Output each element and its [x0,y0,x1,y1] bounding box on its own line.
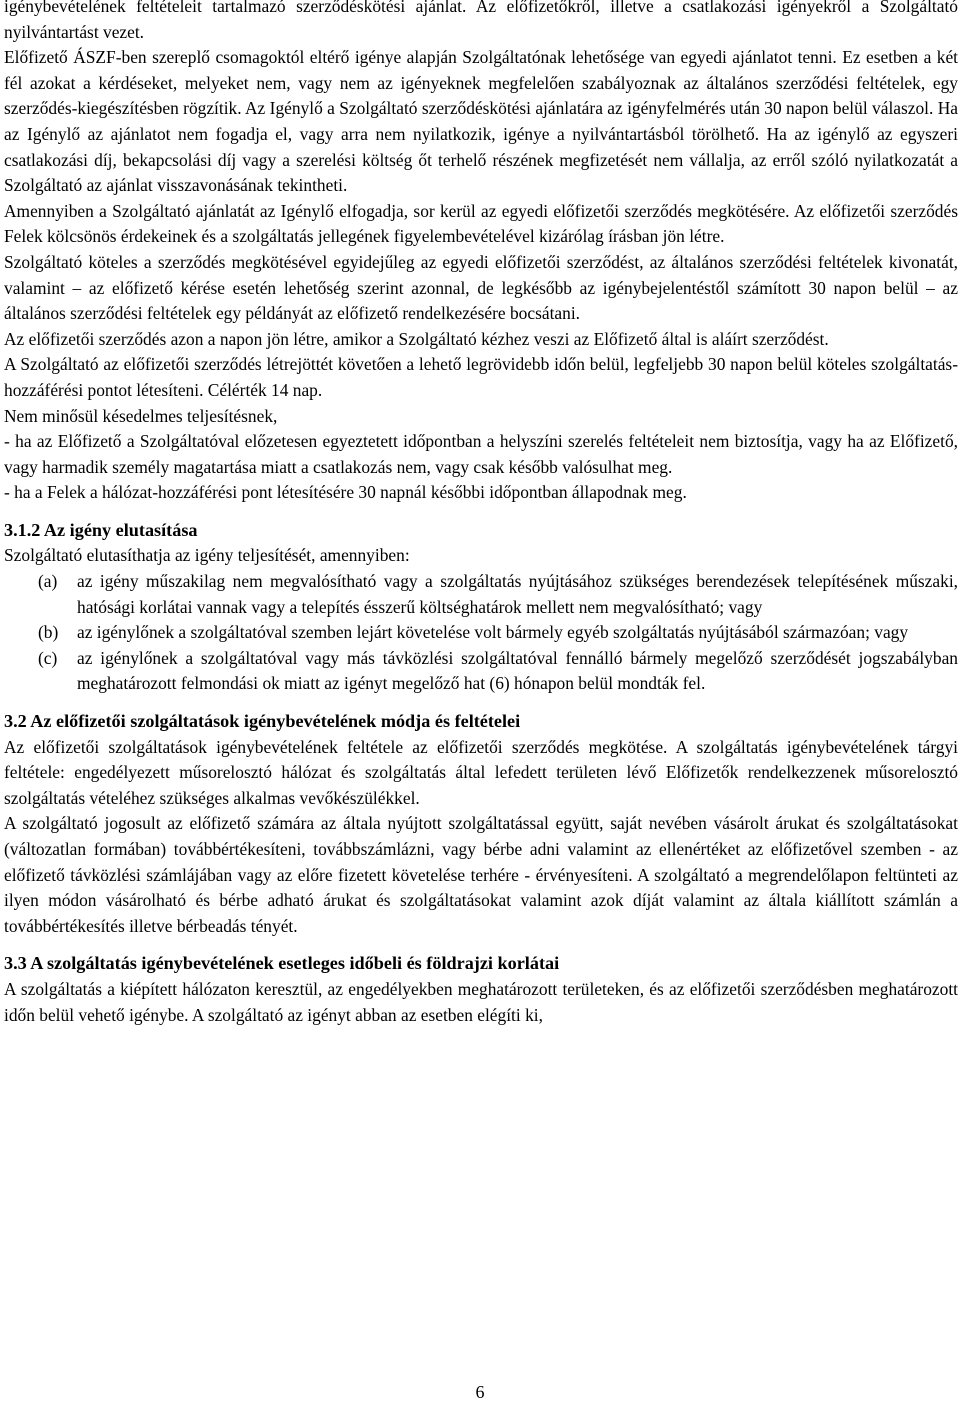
page-number: 6 [475,1382,485,1402]
paragraph: Az előfizetői szolgáltatások igénybevételének feltétele az előfizetői szerződés megkötése. A szolgáltatás igénybevételének tárgyi feltétele: engedélyezett műsorelosztó hálózat és szolgáltatás által lefedett területen lévő Előfizetők rendelkezzenek műsorelosztó szolgáltatás vételéhez szükséges alkalmas vevőkészülékkel. [4,736,958,808]
paragraph: Szolgáltató köteles a szerződés megkötésével egyidejűleg az egyedi előfizetői szerződést, az általános szerződési feltételek kivonatát, valamint – az előfizető kérése esetén lehetőség szerint azonnal, de legkésőbb az igénybejelentéstől számított 30 napon belül – az általános szerződési feltételek egy példányát az előfizető rendelkezésére bocsátani. [4,251,958,324]
paragraph: Az előfizetői szerződés azon a napon jön létre, amikor a Szolgáltató kézhez veszi az Előfizető által is aláírt szerződést. [4,328,829,349]
paragraph: A Szolgáltató az előfizetői szerződés létrejöttét követően a lehető legrövidebb időn belül, legfeljebb 30 napon belül köteles szolgáltatás-hozzáférési pontot létesíteni. Célérték 14 nap. [4,354,958,400]
list-item [4,569,958,620]
list-item [4,620,958,646]
list-item-text: az igénylőnek a szolgáltatóval szemben lejárt követelése volt bármely egyéb szolgáltatás nyújtásából származóan; vagy [77,622,909,643]
paragraph: - ha az Előfizető a Szolgáltatóval előzetesen egyeztetett időpontban a helyszíni szerelés feltételeit nem biztosítja, vagy ha az Előfizető, vagy harmadik személy magatartása miatt a csatlakozás nem, vagy csak később valósulhat meg. [4,431,958,477]
spacer [4,506,958,518]
section-intro: Szolgáltató elutasíthatja az igény teljesítését, amennyiben: [4,545,410,566]
rejection-reasons-list [4,569,958,697]
section-heading-3-3: 3.3 A szolgáltatás igénybevételének esetleges időbeli és földrajzi korlátai [4,953,560,974]
list-item-text: az igény műszakilag nem megvalósítható vagy a szolgáltatás nyújtásához szükséges berendezések telepítésének műszaki, hatósági korlátai vannak vagy a telepítés ésszerű költséghatárok mellett nem megvalósítható; vagy [77,571,958,617]
paragraph: A szolgáltató jogosult az előfizető számára az általa nyújtott szolgáltatással együtt, saját nevében vásárolt árukat és szolgáltatásokat (változatlan formában) továbbértékesíteni, továbbszámlázni, vagy bérbe adni valamint az ellenértéket az előfizetővel szemben - az előfizető távközlési számlájában vagy az előre fizetett követelése terhére - érvényesíteni. A szolgáltató a megrendelőlapon feltünteti az ilyen módon vásárolható és bérbe adható árukat és szolgáltatásokat valamint azok díját valamint az általa kiállított számlán a továbbértékesítés illetve bérbeadás tényét. [4,813,958,936]
section-heading-3-2: 3.2 Az előfizetői szolgáltatások igénybevételének módja és feltételei [4,711,521,732]
list-item-label: (c) [38,647,58,668]
paragraph: Amennyiben a Szolgáltató ajánlatát az Igénylő elfogadja, sor kerül az egyedi előfizetői szerződés megkötésére. Az előfizetői szerződés Felek kölcsönös érdekeinek és a szolgáltatás jellegének figyelembevételével kizárólag írásban jön létre. [4,200,958,247]
list-item [4,646,958,697]
list-item-label: (a) [38,571,58,592]
paragraph: A szolgáltatás a kiépített hálózaton keresztül, az engedélyekben meghatározott területeken, és az előfizetői szerződésben meghatározott időn belül vehető igénybe. A szolgáltató az igényt abban az esetben elégíti ki, [4,978,958,1025]
paragraph: Nem minősül késedelmes teljesítésnek, [4,405,278,426]
paragraph: Előfizető ÁSZF-ben szereplő csomagoktól eltérő igénye alapján Szolgáltatónak lehetősége van egyedi ajánlatot tenni. Ez esetben a két fél azokat a kérdéseket, melyeket nem, vagy nem az igényeknek megfelelően szabályoznak az általános szerződési feltételek, egy szerződés-kiegészítésben rögzítik. Az Igénylő a Szolgáltató szerződéskötési ajánlatára az igényfelmérés után 30 napon belül válaszol. Ha az Igénylő az ajánlatot nem fogadja el, vagy arra nem nyilatkozik, igénye a nyilvántartásból törölhető. Ha az igénylő az egyszeri csatlakozási díj, bekapcsolási díj vagy a szerelési költség őt terhelő részének megfizetését nem vállalja, az erről szóló nyilatkozatát a Szolgáltató az ajánlat visszavonásának tekintheti. [4,47,958,196]
paragraph: igénybevételének feltételeit tartalmazó szerződéskötési ajánlat. Az előfizetőkről, illetve a csatlakozási igényekről a Szolgáltató nyilvántartást vezet. [4,0,958,42]
document-page [4,0,958,1028]
list-item-text: az igénylőnek a szolgáltatóval vagy más távközlési szolgáltatóval fennálló bármely megelőző szerződését jogszabályban meghatározott felmondási ok miatt az igényt megelőző hat (6) hónapon belül mondták fel. [77,647,958,694]
spacer [4,697,958,709]
section-heading-3-1-2: 3.1.2 Az igény elutasítása [4,519,198,540]
list-item-label: (b) [38,622,59,643]
spacer [4,939,958,951]
paragraph: - ha a Felek a hálózat-hozzáférési pont létesítésére 30 napnál későbbi időpontban állapodnak meg. [4,482,687,503]
